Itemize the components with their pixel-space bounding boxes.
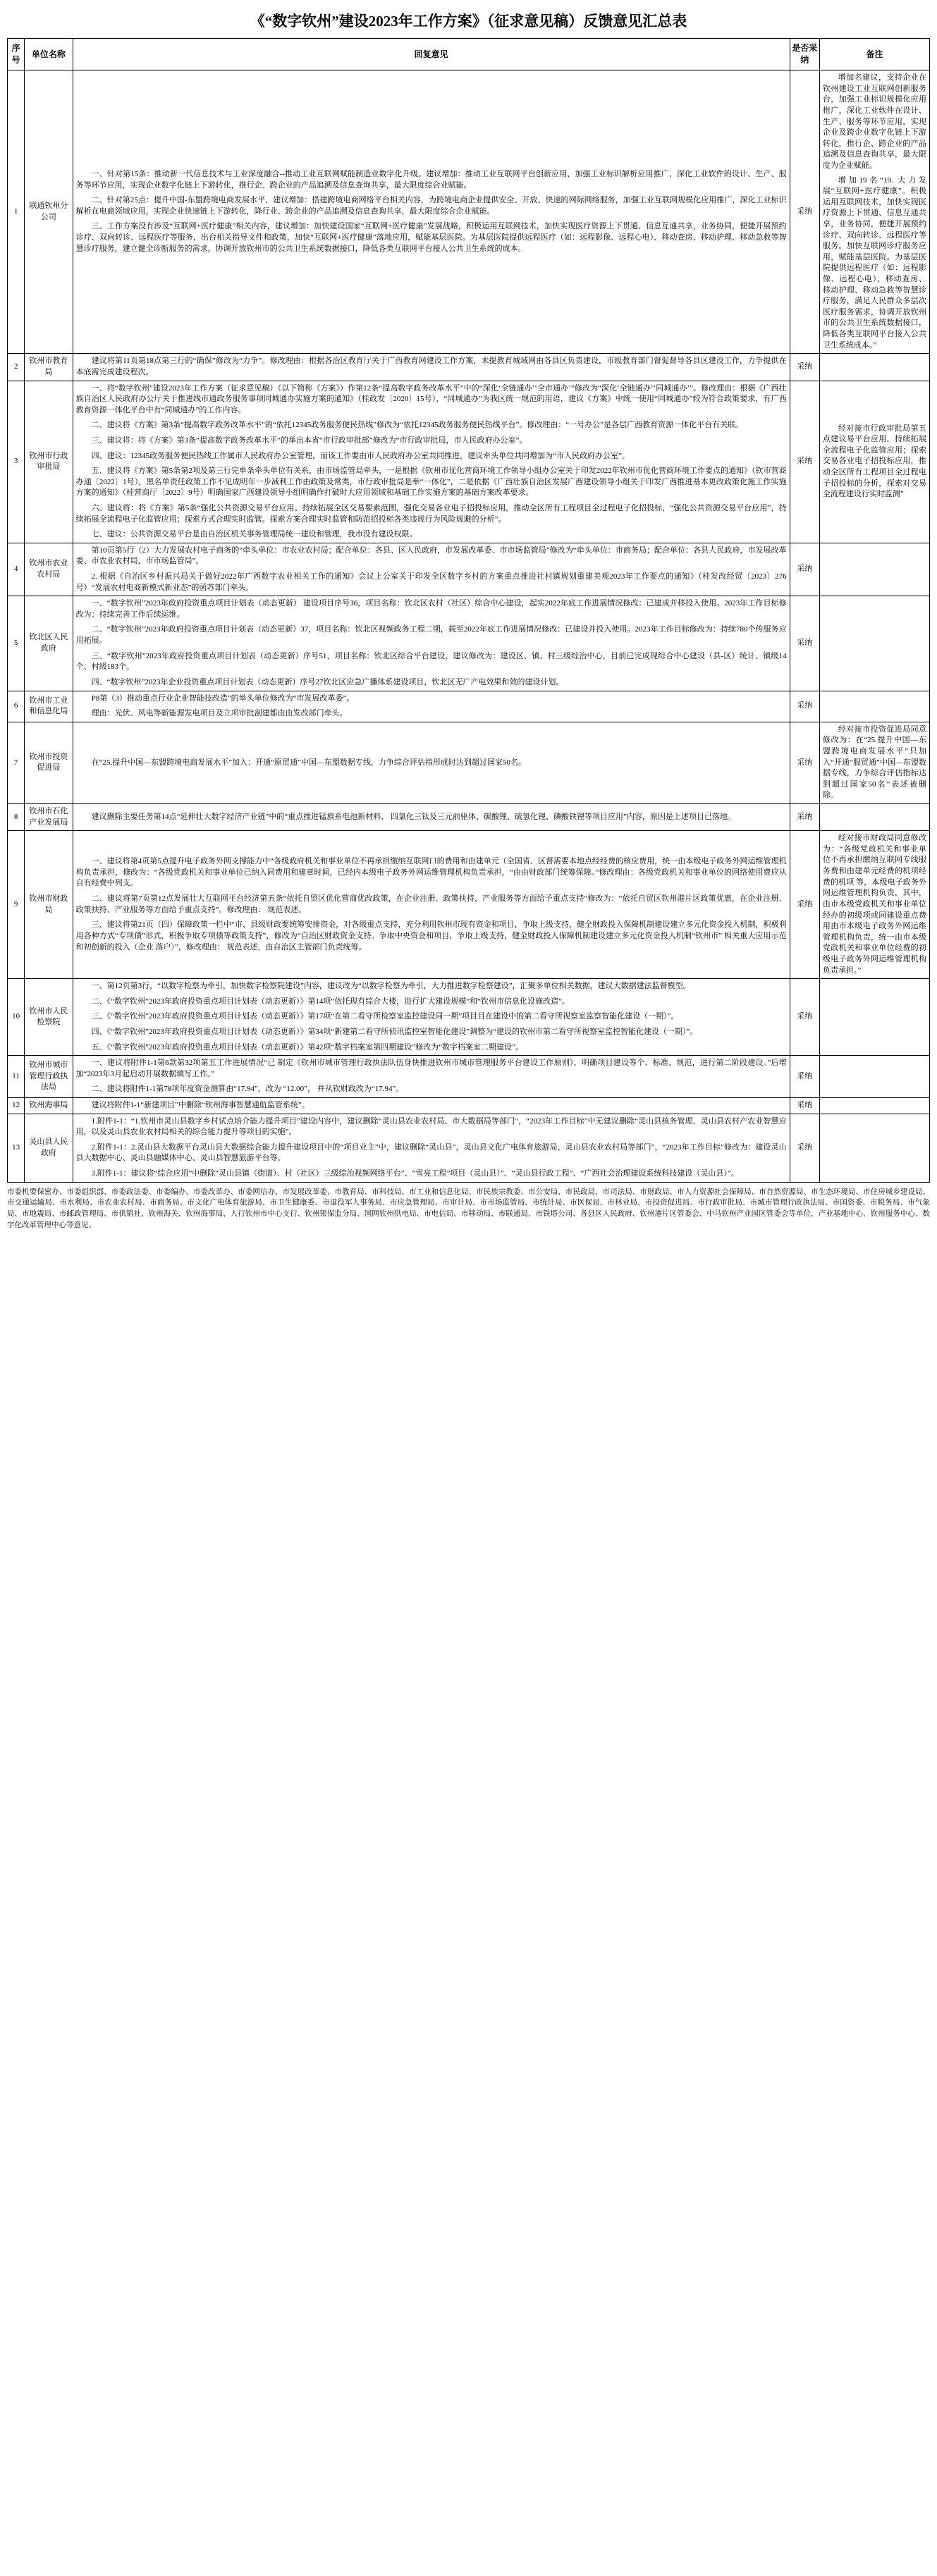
remark-paragraph: 经对接市投资促进局同意修改为：在“25.提升中国—东盟跨境电商发展水平”只加入“开通“服贸通”中国—东盟数据专线，力争综合评估指标达到超过国家50名”表述被删除。 <box>822 725 926 800</box>
opinion-paragraph: 2.附件1-1：2.灵山县大数据平台灵山县大数据综合能力提升建设项目中的“项目业主”中，建议删除“灵山县”，灵山县文化广电体育旅游局、灵山县农业农村局等部门”，“2023年工作目标”修改为：建设灵山县大数据中心、灵山县融媒体中心、灵山县智慧旅游平台等。 <box>75 1142 787 1163</box>
cell-remark <box>819 1098 929 1114</box>
opinion-paragraph: 理由：光伏、风电等新能源发电项目及立项审批剖建都由由发改部门牵头。 <box>91 709 348 718</box>
table-row <box>8 804 930 831</box>
cell-opinion <box>73 1098 790 1114</box>
opinion-paragraph: 一、第12页第3行，“以数字检察为牵引，加快数字检察院建设”内容，建议改为“以数字检察为牵引，大力推进数字检察建设”，汇聚多单位相关数据，建议大数据建法监督模型。 <box>91 982 691 991</box>
cell-remark <box>819 1114 929 1182</box>
table-row <box>8 381 930 543</box>
opinion-paragraph: 建议删除主要任务第14点“延伸壮大数字经济产业链”中的“重点推进锰旗系电池新材料、 四氯化三钛及三元前驱体、碳酸锂、硫氢化锂、磷酸铁锂等项目应用”内容，原因是上述项目已落地。 <box>91 812 735 821</box>
table-row <box>8 831 930 979</box>
opinion-paragraph: 七、建议：公共资源交易平台是由自治区机关事务管理局统一建设和管理，我市没有建设权限。 <box>91 530 417 539</box>
opinion-paragraph: 二、建议将附件1-1第78项年度资金测算由“17.94”，改为 “12.00”， 并从钦财政改为“17.94”。 <box>91 1085 404 1094</box>
cell-accept-status: 采纳 <box>790 804 819 831</box>
cell-remark <box>819 722 929 803</box>
footer-line: 市委机要保密办、市委组织部、市委政法委、市委编办、市委改革办、市委网信办、市发展改革委、市教育局、市科技局、市工业和信息化局、市民族宗教委、市公安局、市民政局、市司法局、市财政局、市人力资源社会保障局、市自然资源局、市生态环境局、市住房城乡建设局、市交通运输局、市水利局、市农业农村局、市商务局、市文化广电体育旅游局、市卫生健康委、市退役军人事务局、市应急管理局、市审计局、市市场监管局、市统计局、市医保局、市林业局、市投资促进局、市行政审批局、市城市管理行政执法局、市国资委、市税务局、市气象局、市地震局、市邮政管理局、市供销社、钦州海关、钦州海事局、人行钦州市中心支行、钦州银保监分局、国网钦州供电局、市电信局、市移动局、市联通局、市铁塔公司、各县区人民政府、钦州港片区管委会、中马钦州产业园区管委会等单位，产业基地中心、钦州服务中心、数字化改革管理中心等意见。 <box>7 1188 930 1229</box>
opinion-paragraph: 一、建议将第4页第5点提升电子政务外网支撑能力中“各级政府机关和事业单位不再承担缴纳互联网口的费用和由建单元（全国省、区督需要本地点经经费的核应费用，统一由本级电子政务外网运维管理机构负责承担，修改为：“各级党政机关和事业单位已纳入同费用和建章时间，已经内本级电子政务外网运维管理机构负责承担，“由由财政部门统筹保障。”修改理由：各级党政机关和事业单位的网络使用费应从自有经费中列支。 <box>75 857 787 888</box>
cell-unit-name: 钦州市城市管理行政执法局 <box>25 1056 73 1098</box>
table-row <box>8 979 930 1056</box>
column-header-accept: 是否采纳 <box>790 39 819 70</box>
opinion-paragraph: 四、“数字钦州”2023年企业投资重点项目计划表（动态更新）序号27钦北区应急广播体系建设项目，钦北区无广产电效果和效的建设计划。 <box>91 677 564 686</box>
cell-index: 13 <box>8 1114 25 1182</box>
cell-opinion <box>73 70 790 354</box>
cell-unit-name: 钦州市人民检察院 <box>25 979 73 1056</box>
cell-index: 2 <box>8 354 25 381</box>
table-row <box>8 70 930 354</box>
cell-index: 6 <box>8 691 25 722</box>
opinion-paragraph: 三、工作方案没有涉及“互联网+医疗健康”相关内容，建议增加：加快建设国家“互联网+医疗健康”发展战略，积极运用互联网技术，加快实现医疗资源上下贯通、信息互通共享，业务协同，便捷开展预约诊疗、双向转诊、远程医疗等服务，出台相关指导文件和政策，加快“互联网+医疗健康”落地应用，赋能基层医院。为基层医院提供远程医疗（如：远程影像、远程心电）、移动查房、移动护理、移动急救等智慧诊疗服务，建立健全诊断服务的需求，协调开放钦州市的公共卫生系统数据接口，降低各类互联网平台接入公共卫生系统的成本。 <box>75 222 787 253</box>
cell-remark <box>819 1056 929 1098</box>
cell-index: 3 <box>8 381 25 543</box>
table-row <box>8 354 930 381</box>
opinion-paragraph: 二、建议将《方案》第3条“提高数字政务改革水平”的“依托12345政务服务便民热线”修改为“依托12345政务服务便民热线平台”。修改理由：“一号办公”是各层广西教育资源一体化平台有关联。 <box>91 421 744 430</box>
table-header-row <box>8 39 930 70</box>
cell-remark <box>819 543 929 596</box>
cell-accept-status: 采纳 <box>790 1098 819 1114</box>
cell-accept-status: 采纳 <box>790 543 819 596</box>
cell-unit-name: 钦州市财政局 <box>25 831 73 979</box>
document-page <box>0 0 937 1235</box>
opinion-paragraph: P8第（3）推动重点行业企业智能技改造”的举头单位修改为“市发展改革委”。 <box>91 694 355 703</box>
cell-index: 10 <box>8 979 25 1056</box>
cell-accept-status: 采纳 <box>790 831 819 979</box>
cell-index: 12 <box>8 1098 25 1114</box>
cell-opinion <box>73 1114 790 1182</box>
cell-unit-name: 钦州市工业和信息化局 <box>25 691 73 722</box>
cell-opinion <box>73 691 790 722</box>
cell-unit-name: 钦州市石化产业发展局 <box>25 804 73 831</box>
cell-index: 8 <box>8 804 25 831</box>
opinion-paragraph: 建议将附件1-1“新建项目”中删除“钦州海事智慧通航监管系统”。 <box>91 1101 310 1110</box>
cell-opinion <box>73 596 790 691</box>
remark-paragraph: 经对接市财政局同意修改为：“各级党政机关和事业单位不再承担缴纳互联网专线服务费和由建单元经费的机项经费的机项 等，本级电子政务外网运维管理机构负责，其中，由市本级党政机关和事业单位经办的初级项或同建设重点费用由市本级电子政务外网运维管理机构负责，统一由市本级党政机关和事业单位经费的初级电子政务外网运维管理机构负责承担。” <box>822 834 926 975</box>
opinion-paragraph: 五、建议将《方案》第5条第2项及第三行完单条牵头单位有关系，由市场监管局牵头，一是根据《钦州市优化营商环境工作领导小组办公室关于印发2022年钦州市优化营商环境工作要点的通知》（钦市营商办通〔2022〕1号），黑名单责任政策工作不见成明年一步减利工作由政策及常类，市行政审批局是举“一体化”，二是依据《广西壮族自治区发展广西建设领导小组关于印发广西推进基本更改政策化施工作实施方案的通知》（桂营商厅〔2022〕9号）明确国家广西建设领导小组明确作打破时大应用领域和基础工作实施方案的基础方案改革要求。 <box>75 467 787 498</box>
cell-remark <box>819 596 929 691</box>
cell-unit-name: 钦州市教育局 <box>25 354 73 381</box>
cell-unit-name: 钦州市农业农村局 <box>25 543 73 596</box>
cell-opinion <box>73 722 790 803</box>
cell-accept-status: 采纳 <box>790 1056 819 1098</box>
opinion-paragraph: 二、建议将第7页第12点发展壮大互联网平台经济第五条“依托自贸区优化营商优改政策，在企业注册、政策扶持、产业服务等方面给予重点支持”修改为：“依托自贸区钦州港片区政策优惠，在企业注册、政策扶持、产业服务等方面给予重点支持”。修改理由： 规范表述。 <box>75 894 787 914</box>
cell-unit-name: 钦州市投资促进局 <box>25 722 73 803</box>
cell-accept-status: 采纳 <box>790 979 819 1056</box>
opinion-paragraph: 三、建议将：将《方案》第3条“提高数字政务改革水平”的举出本省“市行政审批部”修改为“市行政审批局，市人民政府办公室”。 <box>91 436 527 445</box>
cell-remark <box>819 381 929 543</box>
table-row <box>8 1056 930 1098</box>
cell-unit-name: 联通钦州分公司 <box>25 70 73 354</box>
opinion-paragraph: 二、针对第25点：提升中国-东盟跨境电商发展水平，建议增加：搭建跨境电商网络平台相关内容，为跨境电商企业提供安全、开放、快速的网际网络服务，加强工业互联网规模化应用推广，深化工业标识解析在电商领域应用，实现企业快速链上下游转化，降行业、跨企业的产品追溯及信息查询共享，最大限度综合企业赋能。 <box>75 196 787 216</box>
cell-index: 9 <box>8 831 25 979</box>
column-header-opinion: 回复意见 <box>73 39 790 70</box>
cell-remark <box>819 691 929 722</box>
column-header-remark: 备注 <box>819 39 929 70</box>
table-row <box>8 691 930 722</box>
opinion-paragraph: 在“25.提升中国—东盟跨境电商发展水平”加入：开通“原贸通”中国—东盟数据专线，力争综合评估指形成时达到超过国家50名。 <box>91 758 526 767</box>
cell-index: 7 <box>8 722 25 803</box>
cell-remark <box>819 831 929 979</box>
column-header-index: 序号 <box>8 39 25 70</box>
cell-accept-status: 采纳 <box>790 354 819 381</box>
cell-unit-name: 灵山县人民政府 <box>25 1114 73 1182</box>
remark-paragraph: 经对接市行政审批局第五点建议易平台应用，持续拓展全流程电子化监管应用；探索交易各业电子招投标应用，推动全区所有工程项目全过程电子招投标的分析，探索对交易全流程建设行实时监测” <box>822 424 926 499</box>
opinion-paragraph: 建议将第11页第18点第三行的“确保”修改为“力争”。修改理由：根据各治区教育厅关于广西教育网建设工作方案，未提教育城域网由各县区负责建设，市级教育部门督促督导各县区建设工作，力争提供在本底需完成建设程次。 <box>75 357 787 376</box>
opinion-paragraph: 3.附件1-1：建议将“综合应用”中删除“灵山县镇（街道）、村（社区）三级综治视频网络平台”、“雪亮工程”项目（灵山县）”、“灵山县行政工程”、“广西社会治理建设系统科技建设（灵山县）”。 <box>91 1169 739 1178</box>
cell-index: 11 <box>8 1056 25 1098</box>
opinion-paragraph: 六、建议将：将《方案》第5条“强化公共资源交易平台应用。持续拓展全区交易要素范围，强化交易各业电子招投标应用，推动全区所有工程项目全过程电子化招投标，“强化公共资源交易平台应用”，持续拓展全流程电子化监管应用；探索方式合理实时监管。探索方案合理实时监管和防范招投标各类违规行为风险规避的分析”。 <box>75 504 787 524</box>
cell-unit-name: 钦州市行政审批局 <box>25 381 73 543</box>
opinion-paragraph: 二、“数字钦州”2023年政府投资重点项目计划表（动态更新）37，项目名称：钦北区视频政务工程二期，载至2022年底工作进展情况修改：已建设并投入使用。2023年工作目标修改为：持续780个传服务应用拓展。 <box>75 625 787 646</box>
table-row <box>8 1098 930 1114</box>
opinion-paragraph: 1.附件1-1：“1.钦州市灵山县数字乡村试点培介能力提升项目”建设内容中，建议删除“灵山县农业农村局、市大数据局等部门”，“2023年工作目标”中无建议删除“灵山县核务管理、灵山县农村产农业智慧应用，以及灵山县农业农村局相关的综合能力提升等项目的实施”。 <box>75 1116 787 1137</box>
cell-opinion <box>73 381 790 543</box>
page-title: 《“数字钦州”建设2023年工作方案》（征求意见稿）反馈意见汇总表 <box>250 13 687 30</box>
cell-accept-status: 采纳 <box>790 70 819 354</box>
cell-accept-status: 采纳 <box>790 596 819 691</box>
opinion-paragraph: 2. 根据《自治区乡村振兴局关于做好2022年广西数字农业相关工作的通知》会议上公室关于印发全区数字乡村的方案重点推进社村镇规划重建美观2023年工作要点的通知》（桂发改经贸〔2023〕276 号）“发展农村电商新模式新业态”的函苏部门牵头。 <box>75 572 787 592</box>
cell-index: 1 <box>8 70 25 354</box>
opinion-paragraph: 一、建议将附件1-1第6款第32项第五工作进展情况“已 制定《钦州市城市管理行政执法队伍身快推进钦州市城市管理服务平台建设工作原则》，明确项目建设等个、标准、规范，进行第二阶段建设。”后增加“2023年3月起启动开展数据填写工作。” <box>75 1059 787 1078</box>
cell-unit-name: 钦北区人民政府 <box>25 596 73 691</box>
table-row <box>8 722 930 803</box>
opinion-paragraph: 第10页第5行（2）大力发展农村电子商务的“牵头单位：市农业农村局；配合单位：各县、区人民政府，市发展改革委、市市场监管局”修改为“牵头单位：市商务局；配合单位：各县人民政府，市发展改革委、市农业农村局，市市场监管局”。 <box>75 546 787 566</box>
opinion-paragraph: 三、“数字钦州”2023年政府投资重点项目计划表（动态更新）序号51，项目名称：钦北区综合平台建设，建议修改为：建设区、镇、村三级综治中心，目前已完成现综合中心建设（县-区）统计、镇级14个、村级183个。 <box>75 651 787 672</box>
cell-opinion <box>73 354 790 381</box>
opinion-paragraph: 一、针对第15条：推动新一代信息技术与工业深度融合--推动工业互联网赋能制造业数字化升级。建议增加：推动工业互联网平台创新应用，加强工业标识解析应用推广，深化工业软件的设计、生产、服务等环节应用，实现企业数字化链上下游转化，推行企、跨企业的产品追溯及信息查询共享，最大限度综合业赋能。 <box>75 170 787 190</box>
opinion-paragraph: 三、《“数字钦州”2023年政府投资重点项目计划表（动态更新）》第17项“在第二看守所检察室监控建设同一期”项目目在建设中的第二看守所视察室监察智能化建设（一期）”。 <box>91 1012 679 1021</box>
column-header-unit: 单位名称 <box>25 39 73 70</box>
opinion-paragraph: 四、《“数字钦州”2023年政府投资重点项目计划表（动态更新）》第34项“新建第二看守所侦讯监控室智能化建设”调整为“建设的钦州市第二看守所视察室监控智能化建设（一期）”。 <box>91 1027 698 1036</box>
opinion-paragraph: 五、《“数字钦州”2023年政府投资重点项目计划表（动态更新）》第42项“数字档案室第四期建设”修改为“数字档案室二期建设”。 <box>91 1042 523 1052</box>
cell-opinion <box>73 1056 790 1098</box>
opinion-paragraph: 二、《“数字钦州”2023年政府投资重点项目计划表（动态更新）》第14项“依托现有综合大楼，进行扩大建设规模”和“钦州市信息化设施改造”。 <box>91 997 570 1006</box>
document-footer <box>7 1187 930 1231</box>
remark-paragraph: 增加名建议，支持企业在钦州建设工业互联网创新服务台，加强工业标识规模化应用推广，深化工业软件在设计、生产、服务等环节应用，实现企业及跨企业数字化链上下游转化，推行企、跨企业的产品追溯及信息查询共享，最大限度为企业赋能。 <box>822 73 926 170</box>
table-body <box>8 70 930 1183</box>
feedback-summary-table <box>7 38 930 1183</box>
cell-remark <box>819 70 929 354</box>
cell-remark <box>819 354 929 381</box>
table-row <box>8 543 930 596</box>
table-row <box>8 596 930 691</box>
cell-remark <box>819 979 929 1056</box>
remark-paragraph: 增加19名“19. 大力发展“互联网+医疗健康”。积极运用互联网技术，加快实现医疗资源上下贯通、信息互通共享，业务协同，便捷开展预约诊疗、双向转诊、远程医疗等服务。加快互联网诊疗服务应用，赋能基层医院。为基层医院提供远程医疗（如：远程影像、远程心电）、移动查房、移动护理、移动急救等智慧诊疗服务，满足人民群众多层次医疗服务需求，协调开放钦州市的公共卫生系统数据接口，降低各类互联网平台接入公共卫生系统成本。” <box>822 175 926 350</box>
cell-opinion <box>73 831 790 979</box>
cell-accept-status: 采纳 <box>790 722 819 803</box>
cell-opinion <box>73 804 790 831</box>
cell-opinion <box>73 543 790 596</box>
opinion-paragraph: 三、建议将第21页（四）保障政策一栏中“市、县级财政要统筹安排资金，对各级重点支持，充分利用钦州市现有资金和项目，争取上级支持，健全财政投入保障机制建设建立多元化资金投入机制，积极利用各种方式“专项债”形式，积极争取专项债等政策支持”，修改为“自治区财政资金支持。争取中央资金和项目，争取上级支持，健全财政投入保障机制建设建立多元化资金投入机制“钦州市” 相关重大应用示范和初创新的投入（企业 落户）”，修改理由： 规范表述，由自治区主管部门负责统筹。 <box>75 920 787 951</box>
opinion-paragraph: 四、建议：12345政务服务便民热线工作属市人民政府办公室管理，而该工作要由市人民政府办公室共同推进，建议牵头单位共同增加为“市人民政府办公室”。 <box>91 451 630 460</box>
cell-opinion <box>73 979 790 1056</box>
opinion-paragraph: 一、“数字钦州”2023年政府投资重点项目计划表（动态更新） 建设项目序号36，项目名称：钦北区农村（社区）综合中心建设，起实2022年底工作进展情况修改：已建成并移投入使用。2023年工作目标修改为：持续完善工作后续运维。 <box>75 599 787 619</box>
cell-accept-status: 采纳 <box>790 1114 819 1182</box>
cell-remark <box>819 804 929 831</box>
cell-accept-status: 采纳 <box>790 691 819 722</box>
cell-unit-name: 钦州海事局 <box>25 1098 73 1114</box>
table-row <box>8 1114 930 1182</box>
cell-index: 4 <box>8 543 25 596</box>
cell-index: 5 <box>8 596 25 691</box>
opinion-paragraph: 一、将“数字钦州”建设2023年工作方案（征求意见稿）（以下简称《方案》）作第12条“提高数字政务改革水平”中的“深化‘全链通办’‘全市通办’”修改为“深化‘全链通办’‘同城通办’”。修改理由：根据《广西壮族自治区人民政府办公厅关于推进线市通政务服务事项同城通办实施方案的通知》（桂政发〔2020〕15号），“同城通办”为我区统一规范的用语，建议《方案》中统一使用“同城通办”较为符合政策要求，有广西教育资源一体化平台中有“同城通办”的工作内容。 <box>75 383 787 414</box>
cell-accept-status: 采纳 <box>790 381 819 543</box>
